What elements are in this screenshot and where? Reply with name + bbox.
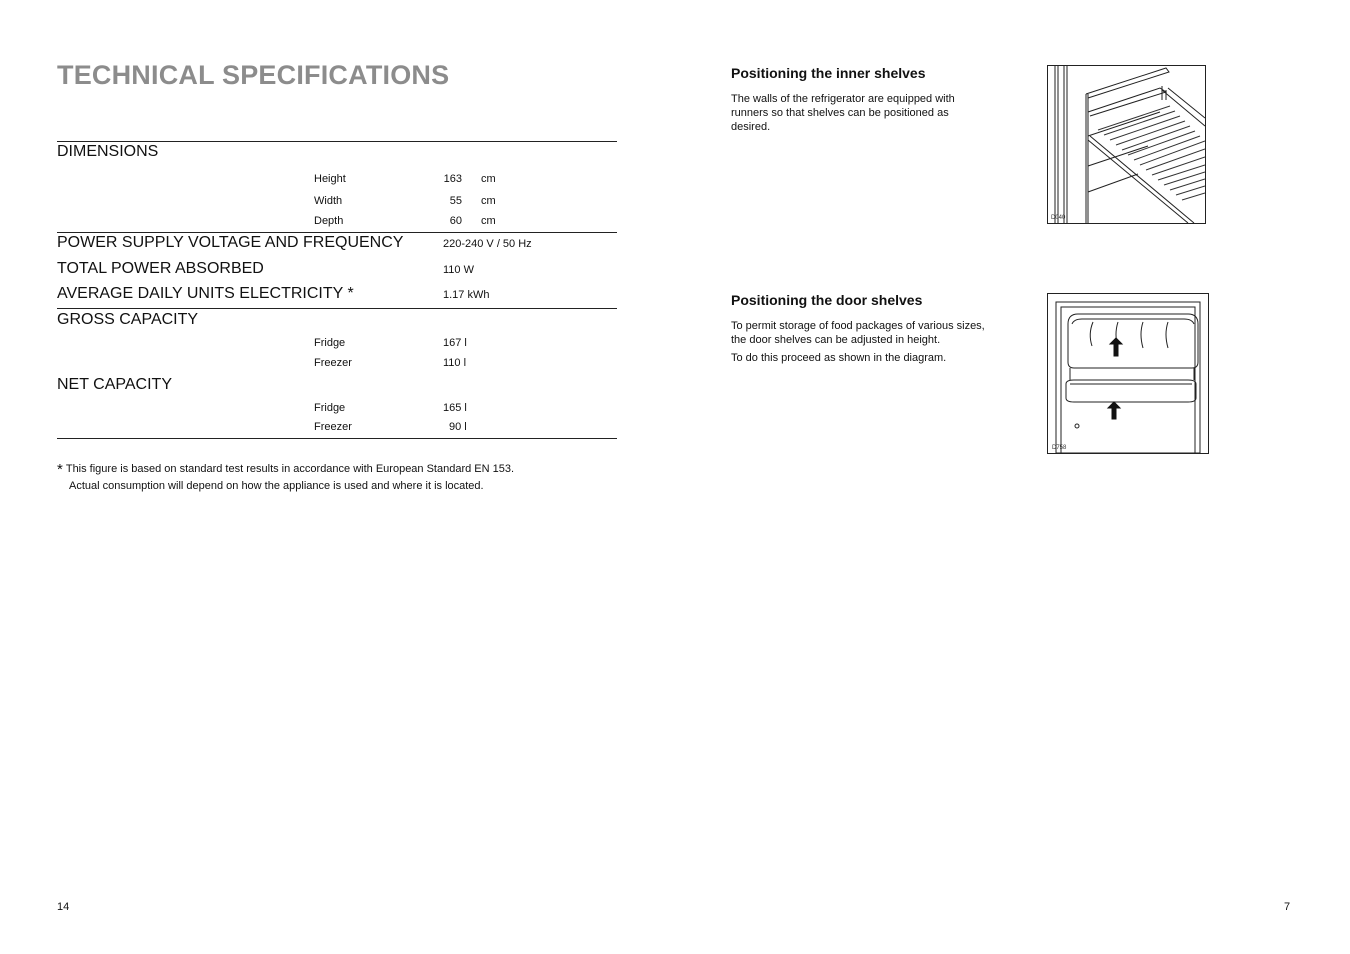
dimensions-heading: DIMENSIONS — [57, 143, 159, 160]
divider — [57, 438, 617, 439]
gross-capacity-label-freezer: Freezer — [314, 357, 352, 369]
divider — [57, 308, 617, 309]
figure-code: D040 — [1051, 215, 1066, 221]
footnote-line-1: This figure is based on standard test results in accordance with European Standard EN 153. — [65, 463, 515, 475]
dimension-value-height: 163 — [443, 173, 462, 185]
door-shelves-title: Positioning the door shelves — [731, 292, 923, 308]
daily-units-value: 1.17 kWh — [443, 289, 490, 301]
door-shelves-text-2: To do this proceed as shown in the diagram. — [731, 352, 947, 364]
gross-capacity-value-fridge: 167 l — [443, 337, 467, 349]
dimension-label-width: Width — [314, 195, 343, 207]
footnote — [57, 461, 514, 494]
net-capacity-heading: NET CAPACITY — [57, 376, 172, 393]
divider — [57, 141, 617, 142]
net-capacity-label-fridge: Fridge — [314, 402, 346, 414]
power-supply-label: POWER SUPPLY VOLTAGE AND FREQUENCY — [57, 234, 404, 251]
footnote-line-2: Actual consumption will depend on how the appliance is used and where it is located. — [69, 480, 484, 492]
dimension-unit-depth: cm — [481, 215, 496, 227]
dimension-unit-height: cm — [481, 173, 496, 185]
dimension-label-depth: Depth — [314, 215, 344, 227]
dimension-label-height: Height — [314, 173, 346, 185]
footnote-marker: * — [57, 461, 63, 478]
figure-code: D758 — [1052, 445, 1067, 451]
inner-shelves-text: The walls of the refrigerator are equipped with runners so that shelves can be positioned as desired. — [731, 93, 955, 133]
door-shelf-drawing — [1048, 294, 1208, 453]
gross-capacity-value-freezer: 110 l — [443, 357, 467, 369]
page-number-right: 7 — [1284, 901, 1291, 913]
shelf-runner-drawing — [1048, 66, 1205, 223]
net-capacity-label-freezer: Freezer — [314, 421, 352, 433]
door-shelves-text-1: To permit storage of food packages of various sizes, the door shelves can be adjusted in height. — [731, 320, 985, 346]
power-supply-value: 220-240 V / 50 Hz — [443, 238, 532, 250]
inner-shelves-title: Positioning the inner shelves — [731, 65, 926, 81]
gross-capacity-heading: GROSS CAPACITY — [57, 311, 199, 328]
divider — [57, 232, 617, 233]
dimension-value-width: 55 — [449, 195, 462, 207]
page-title: TECHNICAL SPECIFICATIONS — [57, 60, 450, 90]
dimension-unit-width: cm — [481, 195, 496, 207]
daily-units-label: AVERAGE DAILY UNITS ELECTRICITY * — [57, 285, 354, 302]
dimension-value-depth: 60 — [449, 215, 462, 227]
page-number-left: 14 — [57, 901, 70, 913]
net-capacity-value-freezer: 90 l — [449, 421, 467, 433]
power-absorbed-label: TOTAL POWER ABSORBED — [57, 260, 264, 277]
gross-capacity-label-fridge: Fridge — [314, 337, 346, 349]
inner-shelves-illustration — [1047, 65, 1206, 224]
net-capacity-value-fridge: 165 l — [443, 402, 467, 414]
door-shelves-illustration — [1047, 293, 1209, 454]
power-absorbed-value: 110 W — [443, 264, 474, 276]
